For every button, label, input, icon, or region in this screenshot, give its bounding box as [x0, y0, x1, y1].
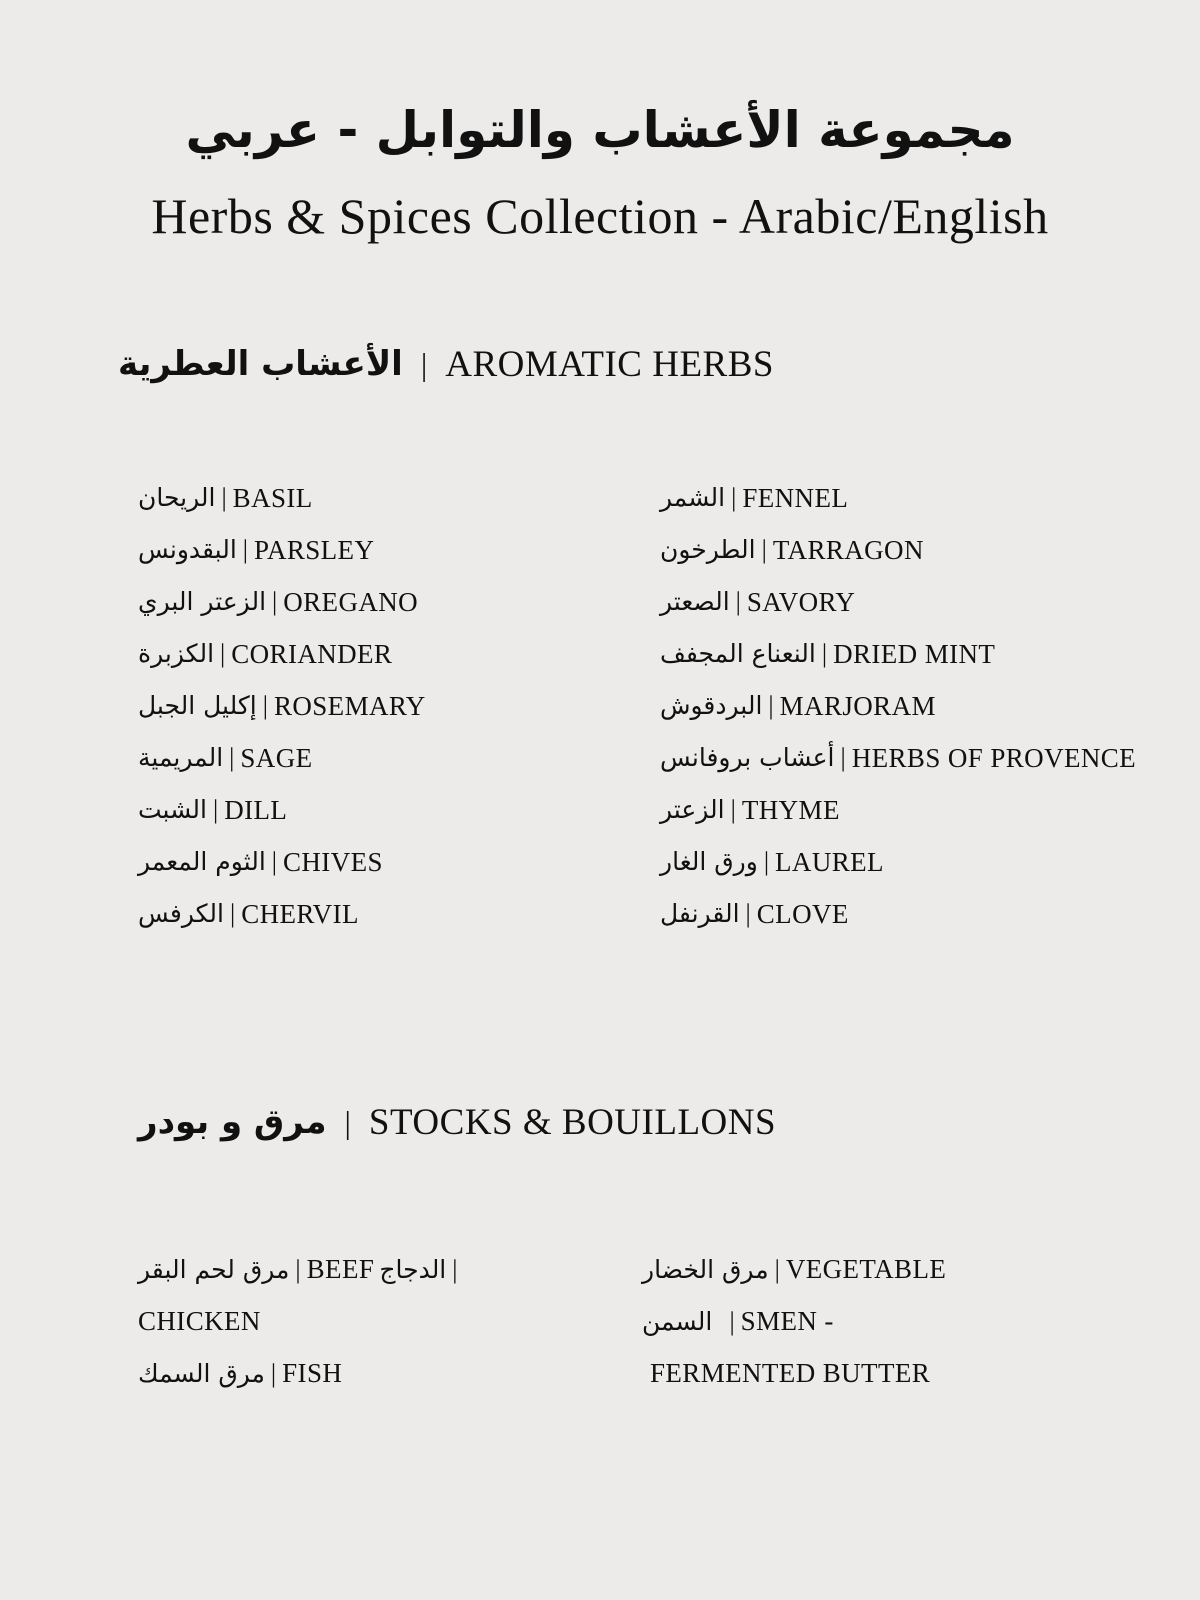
- item-english: VEGETABLE: [785, 1254, 947, 1284]
- list-item: البردقوش | MARJORAM: [660, 680, 1136, 732]
- item-english: CHICKEN: [138, 1306, 261, 1336]
- list-item: المريمية | SAGE: [138, 732, 426, 784]
- list-item: الشمر | FENNEL: [660, 472, 1136, 524]
- list-item: الزعتر البري | OREGANO: [138, 576, 426, 628]
- item-english: DILL: [224, 795, 288, 825]
- item-english: BASIL: [232, 483, 313, 513]
- item-arabic: ورق الغار: [660, 847, 758, 876]
- section-heading-stocks: [138, 1092, 776, 1152]
- item-english: FISH: [282, 1358, 343, 1388]
- item-arabic: البردقوش: [660, 691, 763, 720]
- list-item: القرنفل | CLOVE: [660, 888, 1136, 940]
- list-item: الزعتر | THYME: [660, 784, 1136, 836]
- page-title-arabic: مجموعة الأعشاب والتوابل - عربي: [185, 101, 1015, 159]
- stocks-right-column: [642, 1243, 946, 1399]
- herbs-left-column: [138, 472, 426, 940]
- item-english: MARJORAM: [779, 691, 936, 721]
- item-english: THYME: [741, 795, 840, 825]
- list-item: مرق لحم البقر | BEEF الدجاج |: [138, 1254, 458, 1284]
- item-arabic: أعشاب بروفانس: [660, 743, 835, 772]
- item-arabic: القرنفل: [660, 899, 740, 928]
- list-item: السمن | SMEN -: [642, 1306, 834, 1336]
- list-item: مرق السمك | FISH: [138, 1358, 343, 1388]
- list-item: الريحان | BASIL: [138, 472, 426, 524]
- item-arabic: الريحان: [138, 483, 216, 512]
- list-item: ورق الغار | LAUREL: [660, 836, 1136, 888]
- item-english: BEEF: [306, 1254, 375, 1284]
- item-english: FERMENTED BUTTER: [650, 1358, 931, 1388]
- list-item: الكزبرة | CORIANDER: [138, 628, 426, 680]
- list-item: أعشاب بروفانس | HERBS OF PROVENCE: [660, 732, 1136, 784]
- item-arabic: الزعتر البري: [138, 587, 267, 616]
- item-english: DRIED MINT: [833, 639, 996, 669]
- item-arabic: مرق لحم البقر: [138, 1255, 290, 1284]
- item-english: TARRAGON: [772, 535, 924, 565]
- item-english: PARSLEY: [254, 535, 375, 565]
- item-arabic: الدجاج: [379, 1255, 447, 1284]
- list-item: [138, 1295, 463, 1347]
- item-english: LAUREL: [775, 847, 884, 877]
- item-english: SMEN -: [740, 1306, 834, 1336]
- item-arabic: الشمر: [660, 483, 726, 512]
- item-english: SAGE: [240, 743, 313, 773]
- list-item: [642, 1347, 946, 1399]
- section-heading-arabic: مرق و بودر: [138, 1102, 327, 1142]
- list-item: إكليل الجبل | ROSEMARY: [138, 680, 426, 732]
- section-heading-aromatic-herbs: [118, 334, 774, 394]
- list-item: الثوم المعمر | CHIVES: [138, 836, 426, 888]
- item-english: OREGANO: [283, 587, 419, 617]
- item-english: CLOVE: [756, 899, 849, 929]
- item-arabic: مرق السمك: [138, 1359, 265, 1388]
- item-arabic: مرق الخضار: [642, 1255, 769, 1284]
- item-arabic: الصعتر: [660, 587, 730, 616]
- item-arabic: المريمية: [138, 743, 224, 772]
- section-heading-english: STOCKS & BOUILLONS: [368, 1101, 777, 1143]
- item-english: FENNEL: [742, 483, 849, 513]
- stocks-left-column: [138, 1243, 463, 1399]
- list-item: الكرفس | CHERVIL: [138, 888, 426, 940]
- item-arabic: الكزبرة: [138, 639, 215, 668]
- item-arabic: النعناع المجفف: [660, 639, 816, 668]
- item-arabic: الطرخون: [660, 535, 756, 564]
- list-item: الشبت | DILL: [138, 784, 426, 836]
- list-item: البقدونس | PARSLEY: [138, 524, 426, 576]
- page-title-english: Herbs & Spices Collection - Arabic/English: [151, 188, 1049, 244]
- section-heading-english: AROMATIC HERBS: [445, 343, 774, 385]
- item-english: ROSEMARY: [273, 691, 426, 721]
- item-english: CHIVES: [283, 847, 383, 877]
- section-heading-separator: |: [420, 345, 428, 382]
- item-arabic: البقدونس: [138, 535, 237, 564]
- section-heading-arabic: الأعشاب العطرية: [118, 344, 403, 384]
- list-item: النعناع المجفف | DRIED MINT: [660, 628, 1136, 680]
- item-english: CORIANDER: [231, 639, 393, 669]
- item-arabic: السمن: [642, 1307, 713, 1336]
- item-english: CHERVIL: [241, 899, 359, 929]
- item-arabic: الثوم المعمر: [138, 847, 266, 876]
- list-item: مرق الخضار | VEGETABLE: [642, 1254, 947, 1284]
- section-heading-separator: |: [344, 1103, 351, 1140]
- herbs-right-column: [660, 472, 1136, 940]
- item-english: HERBS OF PROVENCE: [851, 743, 1137, 773]
- item-arabic: الشبت: [138, 795, 207, 824]
- item-arabic: الزعتر: [660, 795, 725, 824]
- item-english: SAVORY: [746, 587, 856, 617]
- item-arabic: الكرفس: [138, 899, 224, 928]
- item-arabic: إكليل الجبل: [138, 691, 257, 720]
- list-item: الصعتر | SAVORY: [660, 576, 1136, 628]
- list-item: الطرخون | TARRAGON: [660, 524, 1136, 576]
